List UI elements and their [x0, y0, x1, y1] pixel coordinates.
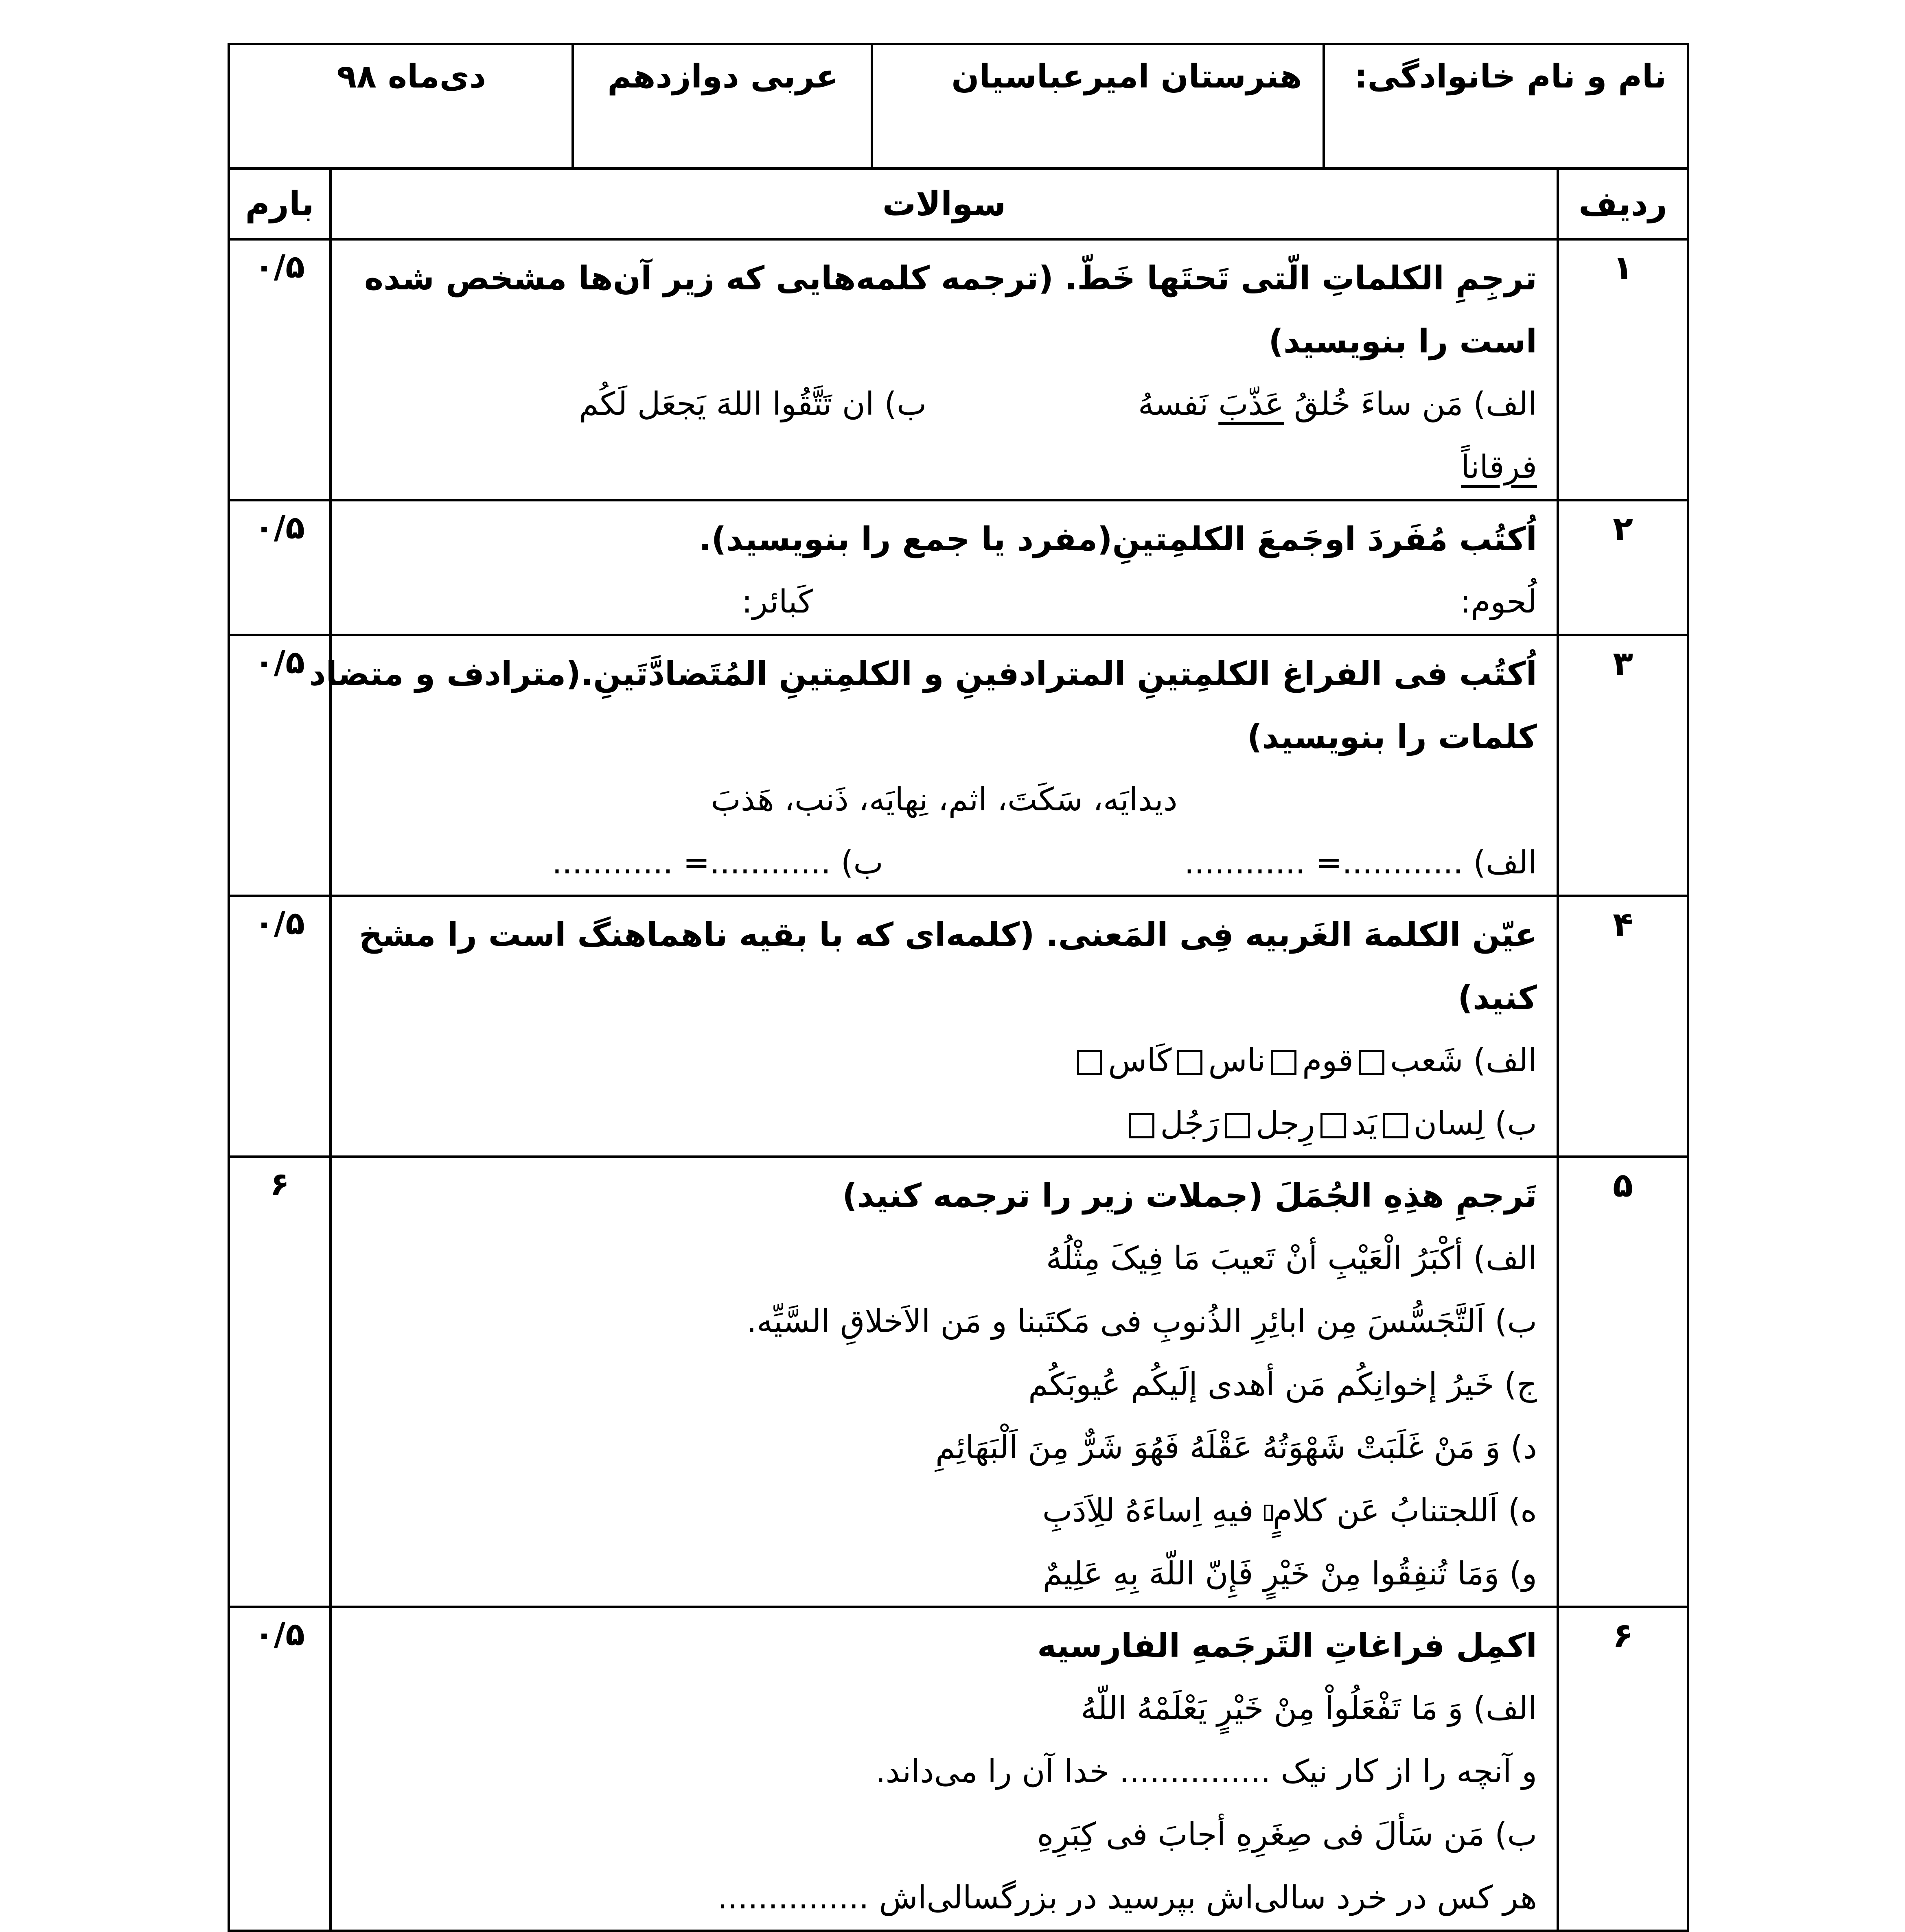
question-title: تَرجمِ هذِهِ الجُمَلَ (جملات زیر را ترجمه کنید): [842, 1177, 1537, 1214]
question-body: [309, 635, 1558, 896]
underlined-word-b: فرقاناً: [1461, 449, 1537, 486]
checkbox[interactable]: [1271, 1050, 1296, 1075]
checkbox[interactable]: [1177, 1050, 1202, 1075]
item-a-text-end: نَفسهُ: [1138, 386, 1219, 422]
date-cell: [229, 44, 573, 168]
option: [1377, 1092, 1485, 1155]
sentence-b: ب) مَن سَألَ فی صِغَرِهِ أجابَ فی کِبَرِهِ: [1037, 1816, 1537, 1853]
question-title-cont: است را بنویسید): [1268, 322, 1537, 360]
question-body: [331, 500, 1558, 635]
question-row-4: [229, 896, 1688, 1157]
item-a: [351, 373, 1537, 436]
question-body: [331, 1607, 1558, 1931]
questions-table: [228, 167, 1689, 1932]
question-score: ۰/۵: [229, 896, 331, 1157]
option-label: رِجل: [1256, 1105, 1315, 1142]
checkbox[interactable]: [1077, 1050, 1102, 1075]
option: [1071, 1029, 1171, 1092]
option: [1123, 1092, 1219, 1155]
question-row-6: [229, 1607, 1688, 1931]
question-body: [331, 896, 1558, 1157]
sentence-b: ب) اَلتَّجَسُّسَ مِن ابائِرِ الذُنوبِ فی مَکتَبنا و مَن الاَخلاقِ السَّیِّه.: [747, 1303, 1537, 1340]
options-a-label: الف): [1473, 1042, 1537, 1079]
word-1: لُحوم:: [1460, 584, 1537, 620]
options-b: [351, 1092, 1537, 1155]
column-headers: [229, 168, 1688, 239]
option-label: رَجُل: [1160, 1105, 1220, 1142]
question-score: ۶: [229, 1157, 331, 1607]
options-a: [351, 1029, 1537, 1092]
question-score: ۰/۵: [229, 239, 331, 500]
sentence-d: د) وَ مَنْ غَلَبَتْ شَهْوَتُهُ عَقْلَهُ فَهُوَ شَرٌّ مِنَ اَلْبَهَائِمِ: [935, 1429, 1537, 1466]
option: [1315, 1092, 1377, 1155]
question-score: ۰/۵: [229, 500, 331, 635]
question-score: ۰/۵: [229, 1607, 331, 1931]
question-number: ۵: [1558, 1157, 1688, 1607]
placeholder-glyph: [1264, 1505, 1273, 1521]
sentence-e-start: ه) اَللجتنابُ عَن کلامٍ: [1272, 1492, 1537, 1529]
answer-b[interactable]: ب) ............= ............: [552, 845, 883, 881]
question-title: ترجِمِ الکلماتِ الّتی تَحتَها خَطّ. (ترجمه کلمه‌هایی که زیر آن‌ها مشخص شده: [364, 259, 1537, 297]
question-title-cont: کلمات را بنویسید): [1247, 718, 1537, 756]
question-row-5: [229, 1157, 1688, 1607]
question-title-cont: کنید): [1458, 979, 1537, 1017]
subject-cell: [573, 44, 872, 168]
option-label: کَاس: [1108, 1042, 1172, 1079]
answer-a[interactable]: الف) ............= ............: [1184, 845, 1537, 881]
checkbox[interactable]: [1320, 1113, 1346, 1138]
checkbox[interactable]: [1129, 1113, 1154, 1138]
option-label: قوم: [1302, 1042, 1354, 1079]
sentence-c: ج) خَیرُ إخوانِکُم مَن أهدی إلَیکُم عُیوبَکُم: [1028, 1366, 1537, 1403]
translation-b[interactable]: هر کس در خرد سالی‌اش بپرسید در بزرگسالی‌اش ...............: [717, 1879, 1537, 1916]
question-body: [331, 1157, 1558, 1607]
translation-a[interactable]: و آنچه را از کار نیک ............... خدا آن را می‌داند.: [875, 1753, 1537, 1790]
answer-lines: [351, 831, 1537, 895]
checkbox[interactable]: [1225, 1113, 1250, 1138]
question-title: اُکتُب فی الفراغ الکلمِتینِ المترادفینِ و الکلمِتینِ المُتَضادَّتَینِ.(مترادف و متضاد: [309, 655, 1537, 693]
option: [1219, 1092, 1315, 1155]
item-words: [351, 571, 1537, 634]
sentence-e: [351, 1479, 1537, 1543]
question-body: [331, 239, 1558, 500]
subject-name: عربی دوازدهم: [607, 57, 838, 95]
sentence-f: و) وَمَا تُنفِقُوا مِنْ خَیْرٍ فَإِنّ اللّهَ بِهِ عَلِیمٌ: [1042, 1556, 1537, 1592]
question-title: اُکتُب مُفَردَ اوجَمعَ الکلمِتینِ(مفرد یا جمع را بنویسید).: [699, 520, 1537, 558]
sentence-a: الف) أکْبَرُ الْعَیْبِ أنْ تَعیبَ مَا فِیکَ مِثْلُهُ: [1046, 1240, 1537, 1277]
option: [1266, 1029, 1353, 1092]
option-label: لِسان: [1413, 1105, 1485, 1142]
checkbox[interactable]: [1383, 1113, 1408, 1138]
question-title: اکمِل فراغاتِ التَرجَمهِ الفارسیه: [1037, 1627, 1537, 1665]
name-cell: [1324, 44, 1688, 168]
col-row: ردیف: [1558, 168, 1688, 239]
question-row-1: [229, 239, 1688, 500]
word-list: دیدایَه، سَکَتَ، اثم، نِهایَه، ذَنب، هَذبَ: [711, 781, 1178, 818]
exam-date: دی‌ماه ۹۸: [337, 57, 486, 95]
option-label: شَعب: [1390, 1042, 1463, 1079]
item-a-text: الف) مَن ساءَ خُلقُ: [1284, 386, 1537, 422]
header-table: [228, 43, 1689, 170]
exam-sheet: [230, 43, 1689, 1916]
sentence-a: الف) وَ مَا تَفْعَلُواْ مِنْ خَیْرٍ یَعْلَمْهُ اللّهُ: [1080, 1690, 1537, 1727]
word-2: کَبائر:: [741, 584, 813, 620]
col-score: بارم: [229, 168, 331, 239]
options-b-label: ب): [1495, 1105, 1537, 1142]
sentence-e-end: فیهِ اِساءَهُ للِاَدَبِ: [1042, 1492, 1254, 1529]
question-number: ۲: [1558, 500, 1688, 635]
question-title: عیّن الکلمهَ الغَربیه فِی المَعنی. (کلمه‌ای که با بقیه ناهماهنگ است را مشخ: [359, 916, 1537, 954]
question-number: ۴: [1558, 896, 1688, 1157]
question-row-2: [229, 500, 1688, 635]
school-cell: [872, 44, 1324, 168]
item-b-text: ب) ان تَتَّقُوا اللهَ یَجعَل لَکُم: [579, 386, 927, 422]
checkbox[interactable]: [1359, 1050, 1384, 1075]
school-name: هنرستان امیرعباسیان: [951, 57, 1302, 95]
question-number: ۱: [1558, 239, 1688, 500]
underlined-word: عَذّبَ: [1218, 386, 1284, 422]
question-row-3: [229, 635, 1688, 896]
question-number: ۶: [1558, 1607, 1688, 1931]
option-label: یَد: [1351, 1105, 1377, 1142]
option-label: ناس: [1208, 1042, 1266, 1079]
name-label: نام و نام خانوادگی:: [1354, 57, 1666, 95]
option: [1353, 1029, 1463, 1092]
item-b-continued: [351, 436, 1537, 499]
question-score: ۰/۵: [229, 635, 331, 896]
question-number: ۳: [1558, 635, 1688, 896]
option: [1171, 1029, 1266, 1092]
col-questions: سوالات: [331, 168, 1558, 239]
